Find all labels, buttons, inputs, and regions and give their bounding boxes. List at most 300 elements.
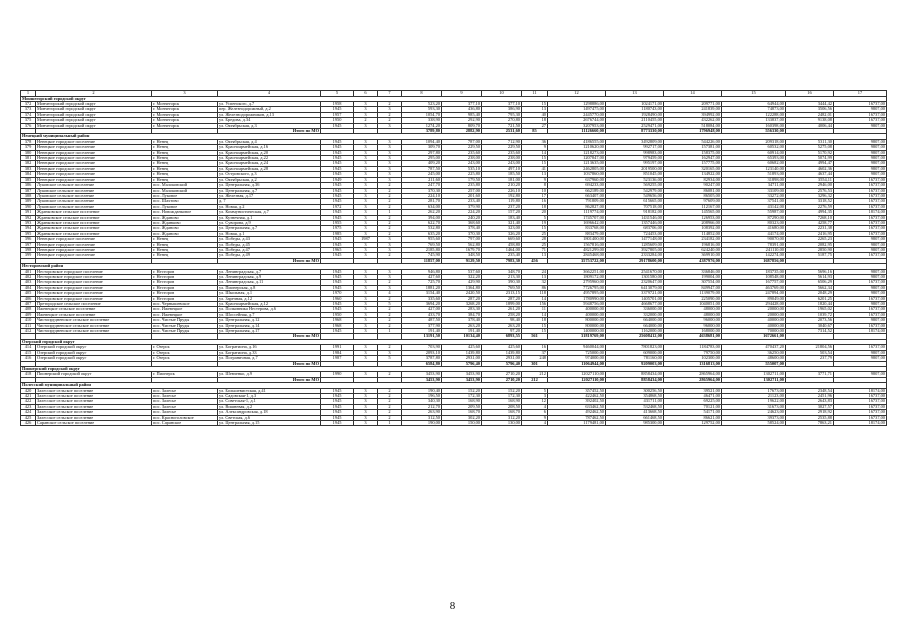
table-cell: 391: [21, 210, 36, 215]
table-cell: 985,40: [442, 112, 482, 117]
table-cell: г. Несторов: [152, 285, 218, 290]
table-cell: 1696642,00: [548, 220, 606, 225]
table-cell: 34711,00: [722, 183, 786, 188]
table-cell: 403: [21, 280, 36, 285]
table-cell: 24623,00: [722, 410, 786, 415]
table-cell: 183,40: [482, 215, 522, 220]
table-cell: 389: [21, 199, 36, 204]
table-cell: 2: [378, 318, 402, 323]
table-cell: 787,00: [442, 139, 482, 144]
table-cell: 3: [354, 329, 378, 334]
table-cell: Ненецкое городское поселение: [36, 161, 152, 166]
table-cell: 1180743,00: [606, 107, 664, 112]
table-cell: 114852,00: [664, 231, 722, 236]
table-cell: 40000,00: [722, 323, 786, 328]
table-cell: ул. Коммунистическая, д.7: [218, 210, 321, 215]
table-cell: 809,70: [442, 123, 482, 128]
table-cell: 201,60: [442, 193, 482, 198]
table-cell: 703,90: [402, 345, 442, 350]
table-cell: 1945: [321, 399, 354, 404]
table-cell: 386: [21, 183, 36, 188]
table-cell: 2576,53: [786, 188, 834, 193]
table-cell: ул. Богратиона, д.16: [218, 345, 321, 350]
table-cell: 3: [354, 420, 378, 425]
table-cell: 1298886,00: [548, 102, 606, 107]
table-cell: Несторовское городское поселение: [36, 296, 152, 301]
table-cell: 235,60: [482, 150, 522, 155]
table-cell: 86081,00: [664, 188, 722, 193]
table-cell: Залесское сельское поселение: [36, 404, 152, 409]
table-cell: 3: [354, 388, 378, 393]
table-cell: ул. Богратиона, д.33: [218, 350, 321, 355]
table-cell: 3: [354, 166, 378, 171]
table-cell: 2110455,00: [606, 118, 664, 123]
column-number-cell: 4: [218, 91, 321, 97]
table-cell: пос. Ижевецкое: [152, 312, 218, 317]
table-cell: 9807,00: [834, 318, 887, 323]
table-cell: 2931,00: [482, 356, 522, 361]
table-cell: 3: [354, 156, 378, 161]
table-cell: 340,30: [402, 399, 442, 404]
table-cell: 64944,00: [722, 102, 786, 107]
table-cell: 2850,90: [786, 247, 834, 252]
table-cell: 119,80: [482, 199, 522, 204]
table-cell: 10: [522, 188, 548, 193]
table-cell: 492462,50: [548, 410, 606, 415]
table-cell: 400000,00: [548, 307, 606, 312]
table-cell: 3662251,00: [548, 269, 606, 274]
table-cell: 431711,00: [606, 399, 664, 404]
table-cell: 18: [522, 204, 548, 209]
table-cell: 1364,80: [442, 285, 482, 290]
table-cell: 2082,95: [786, 242, 834, 247]
table-cell: 1970: [321, 291, 354, 296]
table-cell: 262,20: [402, 210, 442, 215]
table-cell: 4957895,00: [548, 291, 606, 296]
table-cell: 383: [21, 166, 36, 171]
table-cell: 13: [522, 275, 548, 280]
table-cell: 36250,00: [722, 350, 786, 355]
table-cell: 18174,00: [834, 420, 887, 425]
table-cell: 1945: [321, 150, 354, 155]
table-cell: ул. Заречная, д.12: [218, 296, 321, 301]
table-cell: 172,30: [442, 393, 482, 398]
table-cell: 1991: [321, 345, 354, 350]
table-cell: 46471,00: [664, 393, 722, 398]
table-cell: 15: [522, 156, 548, 161]
table-cell: 523136,00: [606, 177, 664, 182]
table-cell: ул. Новая, д.1: [218, 231, 321, 236]
table-cell: 2: [378, 215, 402, 220]
table-cell: 157381,00: [664, 145, 722, 150]
column-number-cell: 15: [722, 91, 786, 97]
table-cell: 4668677,00: [606, 302, 664, 307]
table-cell: 1945: [321, 415, 354, 420]
table-cell: 16737,00: [834, 199, 887, 204]
table-cell: 9: [522, 415, 548, 420]
table-cell: 1945: [321, 172, 354, 177]
table-cell: 108548,00: [722, 275, 786, 280]
table-cell: 9807,00: [834, 139, 887, 144]
total-cell: 1796948,00: [664, 129, 722, 134]
table-cell: 248: [522, 356, 548, 361]
table-cell: 2931,00: [442, 356, 482, 361]
table-cell: пос. Новожданковое: [152, 210, 218, 215]
table-cell: 307554,00: [664, 280, 722, 285]
table-cell: ул. Пионерская, д.8: [218, 285, 321, 290]
table-cell: 3: [354, 345, 378, 350]
total-cell: 8858434,00: [606, 377, 664, 382]
table-cell: 17: [522, 193, 548, 198]
table-cell: 9807,00: [834, 161, 887, 166]
table-cell: 407: [21, 302, 36, 307]
table-cell: 377,10: [482, 102, 522, 107]
table-cell: 1210620,00: [548, 145, 606, 150]
column-number-cell: 14: [664, 91, 722, 97]
table-cell: Озерский городской округ: [36, 356, 152, 361]
table-cell: 13: [522, 107, 548, 112]
table-cell: 5: [522, 215, 548, 220]
table-cell: 1965: [321, 247, 354, 252]
table-cell: 384: [21, 172, 36, 177]
table-cell: 309,70: [402, 145, 442, 150]
table-cell: 412: [21, 329, 36, 334]
table-cell: 152,20: [442, 388, 482, 393]
table-cell: 7268,10: [786, 215, 834, 220]
table-cell: ул. Большевистская, д.41: [218, 388, 321, 393]
table-cell: 133837,00: [722, 118, 786, 123]
section-title: Озерский городской округ: [21, 339, 887, 344]
table-cell: 1945: [321, 393, 354, 398]
table-cell: 312,20: [482, 415, 522, 420]
table-cell: Залесское сельское поселение: [36, 393, 152, 398]
table-cell: 12027110,00: [548, 372, 606, 377]
table-cell: 624240,00: [664, 247, 722, 252]
table-cell: 725,70: [402, 280, 442, 285]
table-cell: г. Мончегорск: [152, 112, 218, 117]
table-cell: 2416,95: [786, 231, 834, 236]
table-cell: 2482,01: [786, 112, 834, 117]
table-cell: ул. Красноармейская, д.22: [218, 156, 321, 161]
table-cell: 5: [522, 388, 548, 393]
total-cell: 5796,40: [482, 361, 522, 366]
table-cell: 21123,00: [722, 393, 786, 398]
table-cell: 237,79: [786, 356, 834, 361]
table-cell: 1285609,00: [606, 242, 664, 247]
table-cell: 9807,00: [834, 156, 887, 161]
table-cell: 394,00: [402, 215, 442, 220]
table-cell: 297,80: [402, 150, 442, 155]
table-cell: 4637,44: [786, 172, 834, 177]
table-cell: 3: [354, 193, 378, 198]
table-cell: 374: [21, 112, 36, 117]
table-cell: 2048,29: [786, 291, 834, 296]
table-cell: 1985: [321, 231, 354, 236]
table-cell: 27: [522, 123, 548, 128]
table-cell: 9807,00: [834, 350, 887, 355]
table-cell: 69225,00: [664, 399, 722, 404]
table-cell: 4821299,00: [548, 247, 606, 252]
table-cell: 664000,00: [606, 318, 664, 323]
column-number-cell: 16: [786, 91, 834, 97]
table-cell: 1945: [321, 161, 354, 166]
table-cell: ул. Островского, д.3: [218, 172, 321, 177]
table-cell: 2795960,00: [548, 280, 606, 285]
table-cell: 424: [21, 410, 36, 415]
table-cell: 418: [21, 372, 36, 377]
table-cell: 390: [21, 204, 36, 209]
table-cell: Ижевецкое сельское поселение: [36, 307, 152, 312]
table-cell: 2320647,00: [606, 280, 664, 285]
table-cell: г. Ненец: [152, 161, 218, 166]
table-cell: 3: [354, 372, 378, 377]
total-cell: 2882,90: [442, 129, 482, 134]
data-table: [20, 90, 887, 426]
table-cell: Луковское сельское поселение: [36, 204, 152, 209]
table-cell: 134922,00: [664, 172, 722, 177]
table-cell: 2: [378, 253, 402, 258]
table-cell: Саранское сельское поселение: [36, 420, 152, 425]
table-cell: 357452,50: [548, 388, 606, 393]
table-cell: 33272,00: [722, 193, 786, 198]
table-cell: пос. Жданково: [152, 220, 218, 225]
table-cell: 3: [354, 404, 378, 409]
table-cell: ул. Центральная, д.7: [218, 226, 321, 231]
table-cell: г. Ненец: [152, 156, 218, 161]
table-cell: 2420,50: [442, 291, 482, 296]
table-cell: 2: [378, 296, 402, 301]
table-cell: 3: [354, 161, 378, 166]
table-cell: 2676744,00: [548, 118, 606, 123]
table-cell: 1477148,00: [606, 237, 664, 242]
table-cell: 263,20: [482, 323, 522, 328]
table-cell: 3: [354, 231, 378, 236]
table-cell: 425,60: [442, 345, 482, 350]
table-cell: 1809172,00: [548, 275, 606, 280]
table-cell: 2710,20: [482, 372, 522, 377]
table-cell: ул. Кузнечная, д.1: [218, 215, 321, 220]
table-cell: 225090,00: [664, 296, 722, 301]
table-cell: 725000,00: [548, 350, 606, 355]
table-cell: 382: [21, 161, 36, 166]
total-cell: 561: [522, 334, 548, 339]
table-cell: 3: [354, 318, 378, 323]
table-cell: 1040051,00: [664, 302, 722, 307]
table-cell: 2231,38: [786, 226, 834, 231]
table-cell: пос. Залесье: [152, 404, 218, 409]
table-cell: 261,20: [482, 307, 522, 312]
table-cell: 537,60: [442, 269, 482, 274]
table-cell: 1207847,00: [548, 156, 606, 161]
table-cell: 2: [378, 193, 402, 198]
table-cell: 7314,52: [786, 329, 834, 334]
table-cell: 3207953,00: [548, 123, 606, 128]
table-cell: 8858434,00: [606, 372, 664, 377]
table-cell: ул. Полковника Нестерова, д.6: [218, 307, 321, 312]
column-number-cell: 12: [548, 91, 606, 97]
table-cell: 918182,00: [606, 210, 664, 215]
table-cell: 3027,57: [786, 404, 834, 409]
table-cell: 721,50: [482, 123, 522, 128]
table-cell: 9807,00: [834, 302, 887, 307]
table-cell: 503,54: [786, 350, 834, 355]
table-cell: 179,50: [442, 177, 482, 182]
table-cell: 2: [378, 410, 402, 415]
table-cell: 338,90: [402, 118, 442, 123]
table-cell: 1945: [321, 275, 354, 280]
column-number-cell: 10: [482, 91, 522, 97]
table-cell: ул. Школьная, д.1: [218, 291, 321, 296]
table-cell: 167757,00: [722, 280, 786, 285]
table-cell: 979459,00: [606, 156, 664, 161]
table-cell: 4006,44: [786, 123, 834, 128]
table-cell: 388: [21, 193, 36, 198]
table-cell: Озерский городской округ: [36, 350, 152, 355]
table-cell: 390,30: [482, 280, 522, 285]
table-cell: 190,40: [402, 388, 442, 393]
table-cell: 1497475,00: [548, 107, 606, 112]
table-cell: 15: [522, 102, 548, 107]
table-cell: 2: [378, 345, 402, 350]
table-cell: 724453,00: [606, 231, 664, 236]
table-cell: 212,70: [402, 404, 442, 409]
table-cell: 392402,50: [548, 399, 606, 404]
table-cell: 241110,00: [722, 247, 786, 252]
section-title: Пионерский городской округ: [21, 366, 887, 371]
table-cell: пос. Жданово: [152, 226, 218, 231]
table-cell: 28: [522, 237, 548, 242]
table-cell: ул. Ленинградская, д.9: [218, 275, 321, 280]
table-cell: 287,20: [442, 296, 482, 301]
total-cell: 1672661,00: [722, 334, 786, 339]
table-cell: г. Ненец: [152, 177, 218, 182]
table-cell: 523,20: [402, 102, 442, 107]
table-cell: 1: [378, 329, 402, 334]
table-cell: 78391,00: [722, 242, 786, 247]
table-cell: 97,20: [482, 329, 522, 334]
table-cell: 18: [522, 118, 548, 123]
table-cell: 209318,00: [722, 139, 786, 144]
column-number-cell: 6: [354, 91, 378, 97]
table-cell: пос. Чистые Пруды: [152, 323, 218, 328]
table-cell: г. Несторов: [152, 275, 218, 280]
total-cell: 85: [522, 129, 548, 134]
table-cell: 436,80: [442, 107, 482, 112]
table-cell: 181,00: [482, 177, 522, 182]
table-cell: пос. Жданово: [152, 215, 218, 220]
table-cell: 5696,16: [786, 269, 834, 274]
table-cell: ул. Центральная, д.36: [218, 183, 321, 188]
table-cell: 1928490,00: [606, 112, 664, 117]
table-cell: 9807,00: [834, 123, 887, 128]
table-cell: 1950: [321, 312, 354, 317]
table-cell: 15: [522, 161, 548, 166]
table-cell: ул. Победы, д.49: [218, 253, 321, 258]
table-cell: 16737,00: [834, 177, 887, 182]
table-cell: 1094,40: [402, 139, 442, 144]
table-cell: 1119774,00: [548, 210, 606, 215]
table-cell: 661468,50: [606, 415, 664, 420]
total-cell: 11064944,00: [548, 361, 606, 366]
table-cell: 16737,00: [834, 193, 887, 198]
table-cell: 368,60: [442, 220, 482, 225]
table-cell: 294428,00: [722, 302, 786, 307]
table-cell: 96000,00: [664, 323, 722, 328]
table-cell: ул. Октябрьская, д.3: [218, 123, 321, 128]
table-cell: 2: [378, 372, 402, 377]
table-cell: пос. Малоковский: [152, 183, 218, 188]
table-cell: 234182,00: [664, 237, 722, 242]
table-cell: 633462,50: [548, 404, 606, 409]
table-cell: 487,50: [402, 318, 442, 323]
table-cell: 1968: [321, 318, 354, 323]
table-cell: 2: [378, 388, 402, 393]
total-cell: 35753722,00: [548, 258, 606, 263]
table-cell: 1945: [321, 242, 354, 247]
table-cell: ул. Красноармейская, д.16: [218, 145, 321, 150]
table-cell: 532,80: [402, 226, 442, 231]
column-number-cell: 11: [522, 91, 548, 97]
table-cell: 74873,00: [722, 107, 786, 112]
table-cell: ул. Победы, д.43: [218, 237, 321, 242]
table-cell: 1218273,00: [548, 150, 606, 155]
table-cell: 3379721,00: [606, 291, 664, 296]
table-cell: 532468,50: [606, 404, 664, 409]
table-cell: 354868,50: [606, 393, 664, 398]
table-cell: 995197,00: [606, 161, 664, 166]
table-cell: ул. Железная, д.17: [218, 193, 321, 198]
table-cell: 5614,93: [786, 275, 834, 280]
table-cell: 336000,00: [606, 307, 664, 312]
table-cell: 2073,56: [786, 318, 834, 323]
table-cell: 168,70: [442, 410, 482, 415]
table-cell: 791809,00: [548, 199, 606, 204]
table-cell: 410: [21, 318, 36, 323]
column-number-cell: 8: [402, 91, 442, 97]
table-cell: 9807,00: [834, 285, 887, 290]
table-cell: 16737,00: [834, 323, 887, 328]
column-number-cell: 7: [378, 91, 402, 97]
table-cell: 415: [21, 350, 36, 355]
total-label: Итого по МО: [218, 361, 321, 366]
table-cell: Мончегорский городской округ: [36, 107, 152, 112]
column-number-cell: 2: [36, 91, 152, 97]
total-cell: 10134,40: [442, 334, 482, 339]
table-cell: г. Мончегорск: [152, 118, 218, 123]
table-cell: г. Ненец: [152, 139, 218, 144]
table-cell: 377,10: [442, 102, 482, 107]
table-cell: 3: [378, 123, 402, 128]
column-number-cell: 9: [442, 91, 482, 97]
table-cell: 172,30: [482, 393, 522, 398]
table-cell: г. Мончегорск: [152, 107, 218, 112]
column-number-cell: 5: [321, 91, 354, 97]
table-cell: 3: [354, 139, 378, 144]
table-cell: 2093,10: [402, 350, 442, 355]
table-cell: 946,80: [402, 269, 442, 274]
table-cell: 3: [354, 112, 378, 117]
table-cell: 851045,00: [606, 172, 664, 177]
table-cell: 2: [378, 226, 402, 231]
table-cell: 208966,00: [664, 220, 722, 225]
table-cell: 1990: [321, 372, 354, 377]
table-cell: 16: [522, 199, 548, 204]
table-cell: 20000,00: [722, 307, 786, 312]
table-cell: 694233,00: [548, 183, 606, 188]
table-cell: 263,20: [442, 323, 482, 328]
table-cell: Жданковское сельское поселение: [36, 210, 152, 215]
table-cell: 402: [21, 275, 36, 280]
